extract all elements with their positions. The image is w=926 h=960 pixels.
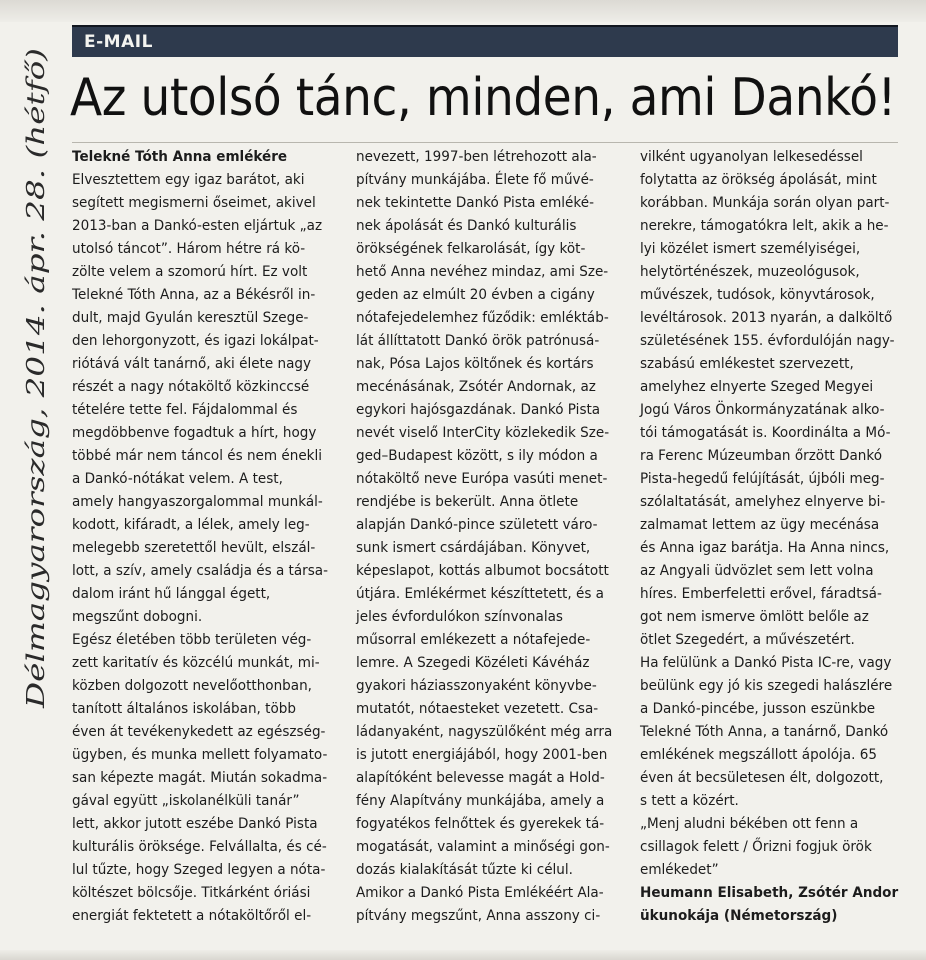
- article-line: Amikor a Dankó Pista Emlékéért Ala-: [356, 885, 604, 901]
- article-line: Egész életében több területen vég-: [72, 632, 312, 648]
- handwritten-note-text: [22, 48, 50, 709]
- scan-edge-top: [0, 0, 926, 22]
- article-line: geden az elmúlt 20 évben a cigány: [356, 287, 595, 303]
- section-bar: [72, 25, 898, 57]
- article-line: vilként ugyanolyan lelkesedéssel: [640, 149, 863, 165]
- headline: Az utolsó tánc, minden, ami Dankó!: [70, 68, 896, 128]
- article-line: amelyhez elnyerte Szeged Megyei: [640, 379, 874, 395]
- handwritten-note-line: Délmagyarország, 2014. ápr. 28. (hétfő): [22, 222, 50, 708]
- article-line: többé már nem táncol és nem énekli: [72, 448, 323, 464]
- article-line: közben dolgozott nevelőotthonban,: [72, 678, 312, 694]
- article-line: híres. Emberfeletti erővel, fáradtsá-: [640, 586, 882, 602]
- article-line: kulturális öröksége. Felvállalta, és cé-: [72, 839, 327, 855]
- article-line: szólaltatását, amelyhez elnyerve bi-: [640, 494, 886, 510]
- article-line: zalmamat lettem az ügy mecénása: [640, 517, 880, 533]
- article-line: sunk ismert csárdájában. Könyvet,: [356, 540, 591, 556]
- article-line: mogatását, valamint a minőségi gon-: [356, 839, 610, 855]
- article-line: ötlet Szegedért, a művészetért.: [640, 632, 855, 648]
- article-line: amely hangyaszorgalommal munkál-: [72, 494, 323, 510]
- article-line: Telekné Tóth Anna, a tanárnő, Dankó: [640, 724, 889, 740]
- article-line: pítvány munkájába. Élete fő művé-: [356, 172, 594, 188]
- article-line: Pista-hegedű felújítását, újbóli meg-: [640, 471, 885, 487]
- article-line: gyakori háziasszonyaként könyvbe-: [356, 678, 597, 694]
- article-line: „Menj aludni békében ott fenn a: [640, 816, 859, 832]
- article-bold-line: ükunokája (Németország): [640, 908, 838, 924]
- article-line: mecénásának, Zsótér Andornak, az: [356, 379, 596, 395]
- article-line: és Anna igaz barátja. Ha Anna nincs,: [640, 540, 890, 556]
- article-line: örökségének felkarolását, így köt-: [356, 241, 586, 257]
- article-line: lát állíttatott Dankó örök patrónusá-: [356, 333, 600, 349]
- article-line: ládanyaként, nagyszülőként még arra: [356, 724, 613, 740]
- article-line: csillagok felett / Őrizni fogjuk örök: [640, 839, 872, 855]
- article-line: megszűnt dobogni.: [72, 609, 203, 625]
- article-line: zölte velem a szomorú hírt. Ez volt: [72, 264, 308, 280]
- article-line: lett, akkor jutott eszébe Dankó Pista: [72, 816, 318, 832]
- article-line: éven át becsületesen élt, dolgozott,: [640, 770, 884, 786]
- handwritten-note: [4, 18, 60, 738]
- article-line: nótafejedelemhez fűződik: emléktáb-: [356, 310, 609, 326]
- article-line: tói támogatását is. Koordinálta a Mó-: [640, 425, 891, 441]
- article-line: lemre. A Szegedi Közéleti Kávéház: [356, 655, 590, 671]
- article-line: nak, Pósa Lajos költőnek és kortárs: [356, 356, 594, 372]
- article-line: Telekné Tóth Anna, az a Békésről in-: [72, 287, 316, 303]
- article-line: éven át tevékenykedett az egészség-: [72, 724, 326, 740]
- article-line: Jogú Város Önkormányzatának alko-: [640, 402, 885, 418]
- article-line: alapján Dankó-pince született váro-: [356, 517, 598, 533]
- article-line: s tett a közért.: [640, 793, 739, 809]
- article-line: a Dankó-nótákat velem. A test,: [72, 471, 283, 487]
- scan-edge-bottom: [0, 950, 926, 960]
- article-column-2: [356, 146, 621, 928]
- article-line: beülünk egy jó kis szegedi halászlére: [640, 678, 893, 694]
- article-line: hető Anna nevéhez mindaz, ami Sze-: [356, 264, 609, 280]
- article-bold-line: Heumann Elisabeth, Zsótér Andor: [640, 885, 899, 901]
- headline-rule: [72, 142, 898, 143]
- article-line: levéltárosok. 2013 nyarán, a dalköltő: [640, 310, 893, 326]
- article-line: mutatót, nótaesteket vezetett. Csa-: [356, 701, 599, 717]
- article-line: got nem ismerve ömlött belőle az: [640, 609, 869, 625]
- article-line: Elvesztettem egy igaz barátot, aki: [72, 172, 305, 188]
- article-line: a Dankó-pincébe, jusson eszünkbe: [640, 701, 876, 717]
- article-line: születésének 155. évfordulóján nagy-: [640, 333, 895, 349]
- article-line: egykori hajósgazdának. Dankó Pista: [356, 402, 601, 418]
- article-line: ged–Budapest között, s ily módon a: [356, 448, 598, 464]
- article-line: is jutott energiájából, hogy 2001-ben: [356, 747, 608, 763]
- article-line: nevezett, 1997-ben létrehozott ala-: [356, 149, 597, 165]
- article-line: nek ápolását és Dankó kulturális: [356, 218, 577, 234]
- article-line: pítvány megszűnt, Anna asszony ci-: [356, 908, 601, 924]
- article-column-1: [72, 146, 341, 928]
- article-line: zett karitatív és közcélú munkát, mi-: [72, 655, 320, 671]
- article-line: dozás kialakítását tűzte ki célul.: [356, 862, 573, 878]
- article-line: szabású emlékestet szervezett,: [640, 356, 854, 372]
- article-line: Ha felülünk a Dankó Pista IC-re, vagy: [640, 655, 892, 671]
- article-line: lyi közélet ismert személyiségei,: [640, 241, 861, 257]
- article-line: lul tűzte, hogy Szeged legyen a nóta-: [72, 862, 326, 878]
- article-line: dalom iránt hű lánggal égett,: [72, 586, 271, 602]
- article-line: melegebb szeretettől hevült, elszál-: [72, 540, 316, 556]
- article-line: energiát fektetett a nótaköltőről el-: [72, 908, 312, 924]
- article-line: helytörténészek, muzeológusok,: [640, 264, 860, 280]
- article-column-3: [640, 146, 900, 928]
- article-line: rendjébe is bekerült. Anna ötlete: [356, 494, 579, 510]
- article-line: ra Ferenc Múzeumban őrzött Dankó: [640, 448, 883, 464]
- article-line: az Angyali üdvözlet sem lett volna: [640, 563, 874, 579]
- article-bold-line: Telekné Tóth Anna emlékére: [72, 149, 288, 165]
- section-label: E-MAIL: [84, 32, 153, 52]
- article-line: jeles évfordulókon színvonalas: [356, 609, 563, 625]
- article-line: riótává vált tanárnő, aki élete nagy: [72, 356, 312, 372]
- article-line: útjára. Emlékérmet készíttetett, és a: [356, 586, 604, 602]
- article-line: fény Alapítvány munkájába, amely a: [356, 793, 605, 809]
- article-line: gával együtt „iskolanélküli tanár”: [72, 793, 300, 809]
- article-line: megdöbbenve fogadtuk a hírt, hogy: [72, 425, 317, 441]
- article-line: tételére tette fel. Fájdalommal és: [72, 402, 298, 418]
- article-line: alapítóként belevesse magát a Hold-: [356, 770, 605, 786]
- article-line: emlékének megszállott ápolója. 65: [640, 747, 877, 763]
- article-line: lott, a szív, amely családja és a társa-: [72, 563, 328, 579]
- article-line: nevét viselő InterCity közlekedik Sze-: [356, 425, 610, 441]
- article-line: 2013-ban a Dankó-esten eljártuk „az: [72, 218, 323, 234]
- article-line: dult, majd Gyulán keresztül Szege-: [72, 310, 309, 326]
- article-line: kodott, kifáradt, a lélek, amely leg-: [72, 517, 310, 533]
- article-line: san képezte magát. Miután sokadma-: [72, 770, 328, 786]
- article-line: művészek, tudósok, könyvtárosok,: [640, 287, 875, 303]
- article-line: részét a nagy nótaköltő közkinccsé: [72, 379, 310, 395]
- article-line: utolsó táncot”. Három hétre rá kö-: [72, 241, 306, 257]
- article-line: fogyatékos felnőttek és gyerekek tá-: [356, 816, 605, 832]
- article-line: nótaköltő neve Európa vasúti menet-: [356, 471, 608, 487]
- article-line: nerekre, támogatókra lelt, akik a he-: [640, 218, 889, 234]
- article-line: nek tekintette Dankó Pista emléké-: [356, 195, 594, 211]
- article-line: folytatta az örökség ápolását, mint: [640, 172, 877, 188]
- article-line: képeslapot, kottás albumot bocsátott: [356, 563, 609, 579]
- article-line: tanított általános iskolában, több: [72, 701, 296, 717]
- article-line: műsorral emlékezett a nótafejede-: [356, 632, 591, 648]
- article-line: költészet bölcsője. Titkárként óriási: [72, 885, 311, 901]
- article-line: ügyben, és munka mellett folyamato-: [72, 747, 328, 763]
- article-line: emlékedet”: [640, 862, 719, 878]
- article-line: segített megismerni őseimet, akivel: [72, 195, 316, 211]
- article-line: den lehorgonyzott, és igazi lokálpat-: [72, 333, 319, 349]
- article-line: korábban. Munkája során olyan part-: [640, 195, 890, 211]
